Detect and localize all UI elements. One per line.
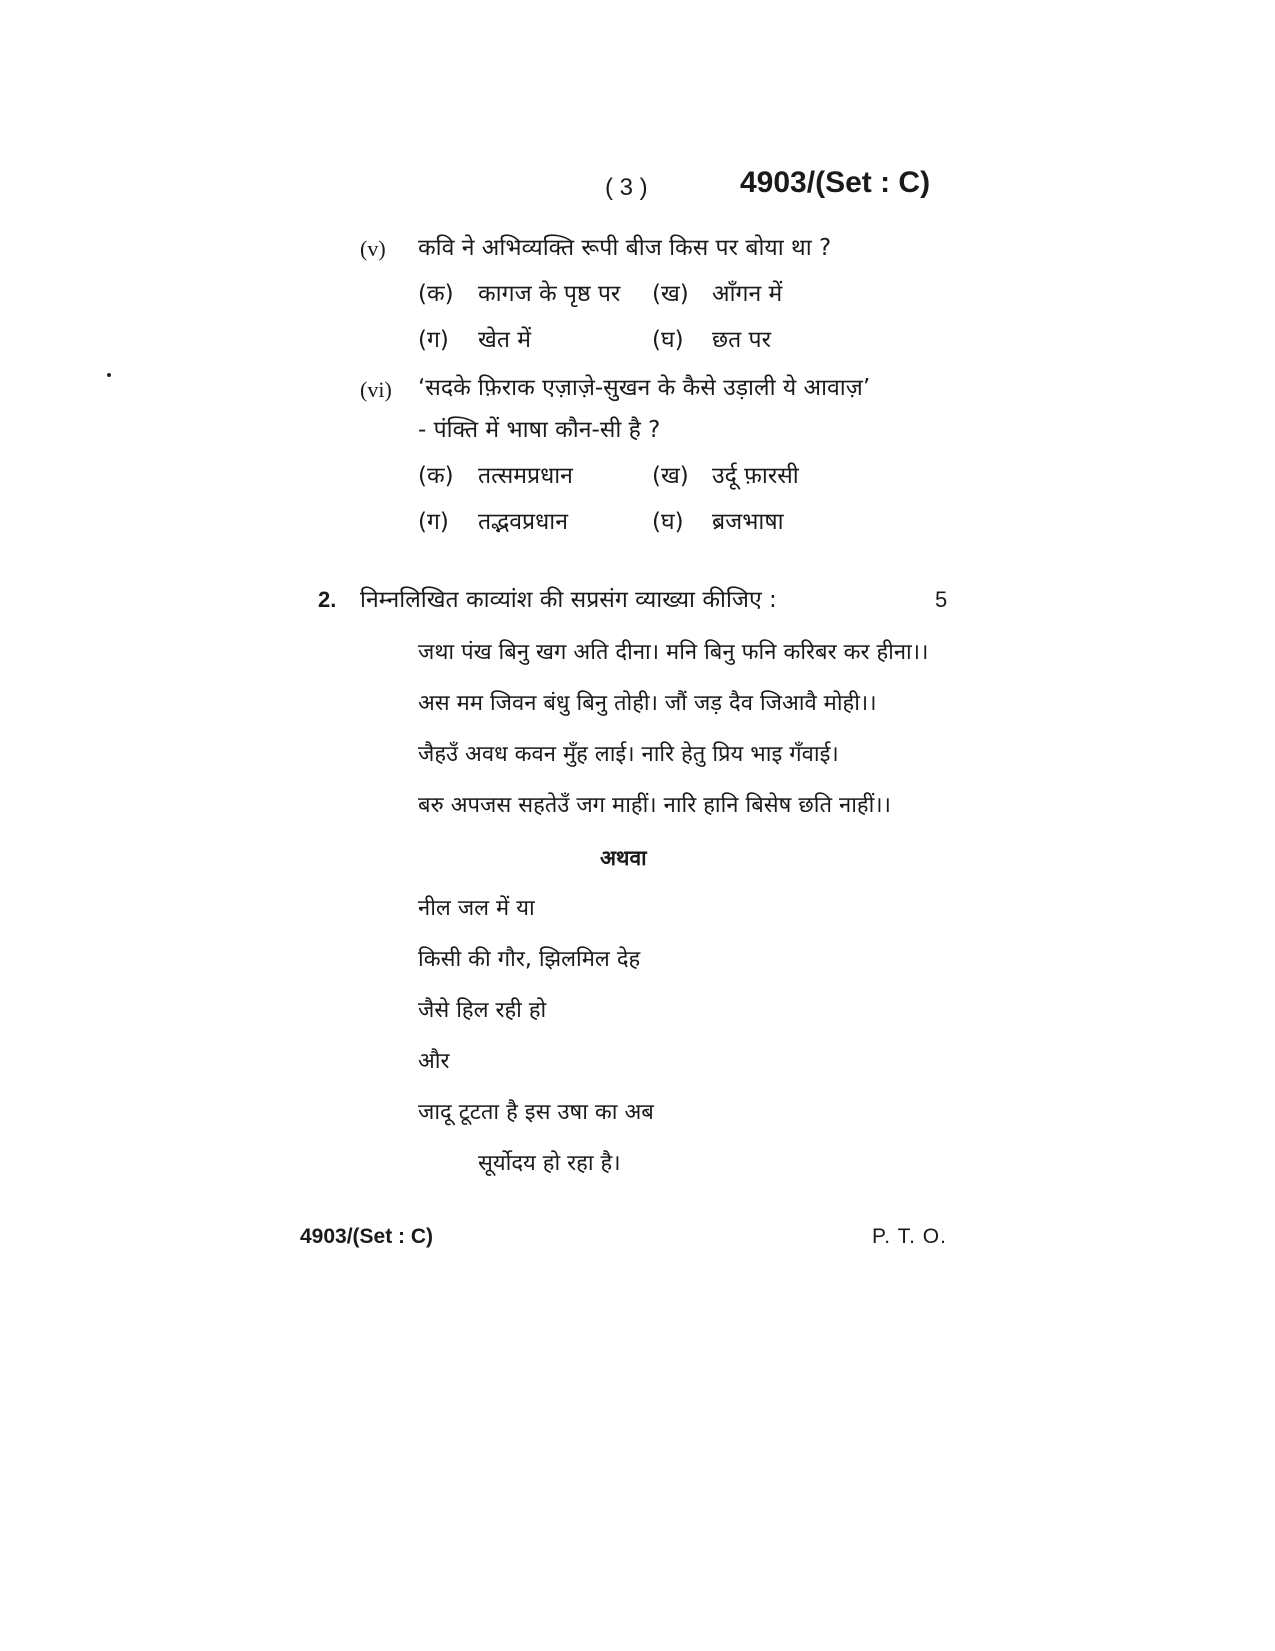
question-vi-number: (vi) xyxy=(360,377,392,402)
option-label: (ख) xyxy=(652,463,689,489)
question-vi-text-line1: ‘सदके फ़िराक एज़ाज़े-सुखन के कैसे उड़ाली ये आवाज़’ xyxy=(418,375,871,401)
option-text: खेत में xyxy=(478,327,531,353)
question-2-number: 2. xyxy=(318,587,337,612)
poem-line: नील जल में या xyxy=(418,896,535,921)
verse-line: बरु अपजस सहतेउँ जग माहीं। नारि हानि बिसेष छति नाहीं।। xyxy=(418,793,891,818)
option-text: आँगन में xyxy=(712,281,783,307)
option-label: (घ) xyxy=(652,327,684,353)
paper-code-header: 4903/(Set : C) xyxy=(740,166,931,199)
question-v-text: कवि ने अभिव्यक्ति रूपी बीज किस पर बोया था ? xyxy=(418,235,832,261)
option-text: तत्समप्रधान xyxy=(478,463,573,489)
verse-line: जथा पंख बिनु खग अति दीना। मनि बिनु फनि करिबर कर हीना।। xyxy=(418,640,929,665)
poem-line: और xyxy=(418,1049,450,1074)
question-2-marks: 5 xyxy=(935,587,948,612)
option-label: (ख) xyxy=(652,281,689,307)
option-text: उर्दू फ़ारसी xyxy=(712,463,799,489)
question-vi-text-line2: - पंक्ति में भाषा कौन-सी है ? xyxy=(418,417,661,443)
question-v-number: (v) xyxy=(360,236,386,261)
page-number: ( 3 ) xyxy=(605,174,648,201)
or-separator: अथवा xyxy=(600,846,647,870)
poem-line: सूर्योदय हो रहा है। xyxy=(478,1151,621,1176)
verse-line: अस मम जिवन बंधु बिनु तोही। जौं जड़ दैव जिआवै मोही।। xyxy=(418,691,877,716)
option-text: ब्रजभाषा xyxy=(712,509,784,535)
option-label: (ग) xyxy=(418,509,449,535)
option-label: (घ) xyxy=(652,509,684,535)
pto-label: P. T. O. xyxy=(872,1225,947,1248)
verse-line: जैहउँ अवध कवन मुँह लाई। नारि हेतु प्रिय भाइ गँवाई। xyxy=(418,742,839,767)
option-text: कागज के पृष्ठ पर xyxy=(478,281,621,307)
stray-dot xyxy=(107,373,111,377)
option-label: (क) xyxy=(418,281,454,307)
option-label: (क) xyxy=(418,463,454,489)
poem-line: जैसे हिल रही हो xyxy=(418,998,547,1023)
option-text: छत पर xyxy=(712,327,772,353)
option-text: तद्भवप्रधान xyxy=(478,509,568,535)
poem-line: जादू टूटता है इस उषा का अब xyxy=(418,1100,654,1125)
poem-line: किसी की गौर, झिलमिल देह xyxy=(418,947,641,972)
question-2-text: निम्नलिखित काव्यांश की सप्रसंग व्याख्या कीजिए : xyxy=(360,587,777,613)
paper-code-footer: 4903/(Set : C) xyxy=(300,1225,434,1248)
option-label: (ग) xyxy=(418,327,449,353)
